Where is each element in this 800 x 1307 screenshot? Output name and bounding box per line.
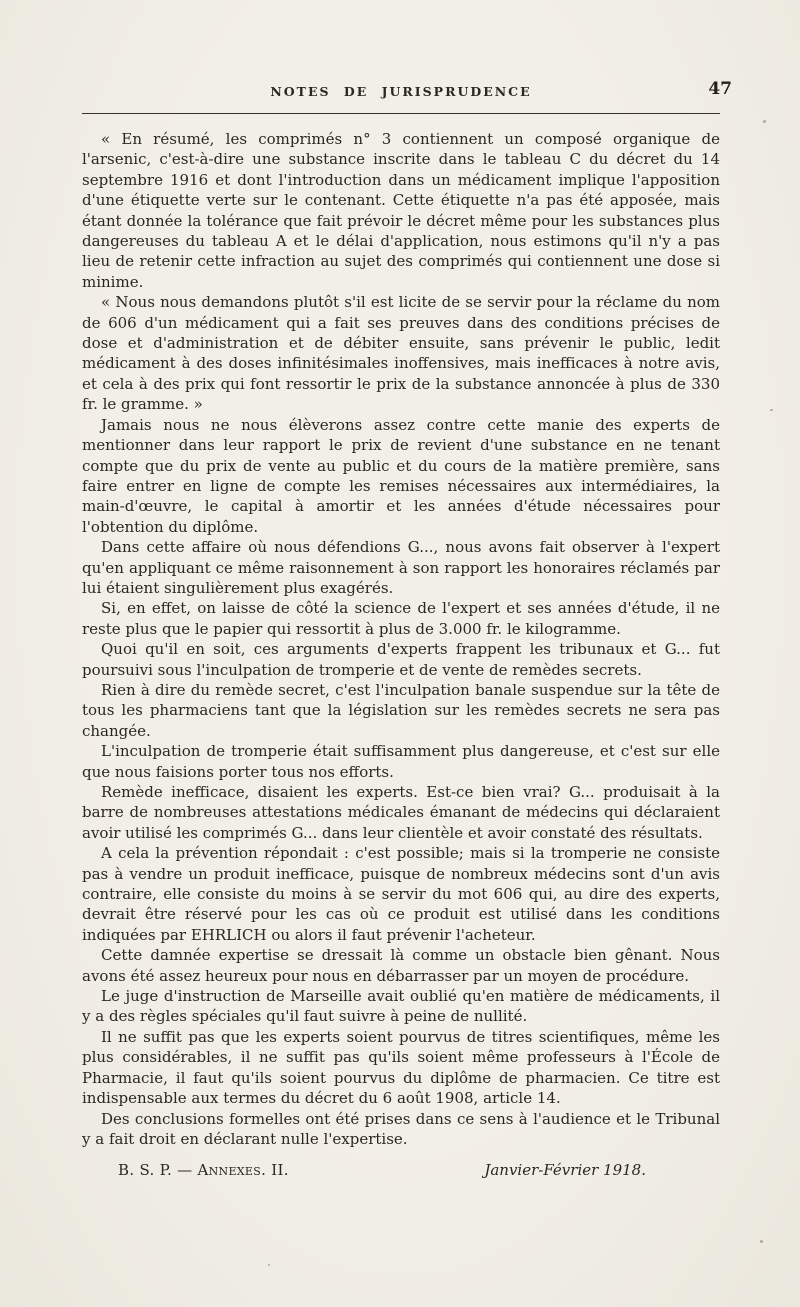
paragraph: « Nous nous demandons plutôt s'il est licite de se servir pour la réclame du nom de 606 d'un médicament qui a fait ses preuves dans des conditions précises de dose et d'administration et de débiter ensuite, sans prévenir le public, ledit médicament à des doses infinitésimales inoffensives, mais inefficaces à notre avis, et cela à des prix qui font ressortir le prix de la substance annoncée à plus de 330 fr. le gramme. » xyxy=(82,293,720,414)
header-rule xyxy=(82,113,720,114)
scan-artifact xyxy=(770,409,773,411)
scan-artifact xyxy=(760,1240,763,1243)
paragraph: Remède inefficace, disaient les experts. Est-ce bien vrai? G... produisait à la barre de nombreuses attestations médicales émanant de médecins qui déclaraient avoir utilisé les comprimés G... dans leur clientèle et avoir constaté des résultats. xyxy=(82,783,720,842)
paragraph: Il ne suffit pas que les experts soient pourvus de titres scientifiques, même les plus considérables, il ne suffit pas qu'ils soient même professeurs à l'École de Pharmacie, il faut qu'ils soient pourvus du diplôme de pharmacien. Ce titre est indispensable aux termes du décret du 6 août 1908, article 14. xyxy=(82,1027,720,1108)
scan-artifact xyxy=(763,120,766,123)
paragraph: Des conclusions formelles ont été prises dans ce sens à l'audience et le Tribunal y a fait droit en déclarant nulle l'expertise. xyxy=(82,1109,720,1148)
running-title: NOTES DE JURISPRUDENCE xyxy=(270,84,532,99)
page-footer xyxy=(82,1161,720,1179)
paragraph: Jamais nous ne nous élèverons assez contre cette manie des experts de mentionner dans leur rapport le prix de revient d'une substance en ne tenant compte que du prix de vente au public et du cours de la matière première, sans faire entrer en ligne de compte les remises nécessaires aux intermédiaires, la main-d'œuvre, le capital à amortir et les années d'étude nécessaires pour l'obtention du diplôme. xyxy=(82,415,720,536)
paragraph: Le juge d'instruction de Marseille avait oublié qu'en matière de médicaments, il y a des règles spéciales qu'il faut suivre à peine de nullité. xyxy=(82,987,720,1026)
article-body xyxy=(82,129,720,1149)
scan-artifact xyxy=(268,1264,270,1266)
footer-signature: B. S. P. — Annexes. II. xyxy=(118,1161,289,1180)
paragraph: A cela la prévention répondait : c'est possible; mais si la tromperie ne consiste pas à vendre un produit inefficace, puisque de nombreux médecins sont d'un avis contraire, elle consiste du moins à se servir du mot 606 qui, au dire des experts, devrait être réservé pour les cas où ce produit est utilisé dans les conditions indiquées par EHRLICH ou alors il faut prévenir l'acheteur. xyxy=(82,844,720,944)
paragraph: « En résumé, les comprimés n° 3 contiennent un composé organique de l'arsenic, c'est-à-dire une substance inscrite dans le tableau C du décret du 14 septembre 1916 et dont l'introduction dans un médicament implique l'apposition d'une étiquette verte sur le contenant. Cette étiquette n'a pas été apposée, mais étant donnée la tolérance que fait prévoir le décret même pour les substances plus dangereuses du tableau A et le délai d'application, nous estimons qu'il n'y a pas lieu de retenir cette infraction au sujet des comprimés qui contiennent une dose si minime. xyxy=(82,130,720,291)
footer-date: Janvier-Février 1918. xyxy=(484,1161,646,1180)
paragraph: Rien à dire du remède secret, c'est l'inculpation banale suspendue sur la tête de tous les pharmaciens tant que la législation sur les remèdes secrets ne sera pas changée. xyxy=(82,680,720,740)
page-header xyxy=(82,79,732,106)
paragraph: Quoi qu'il en soit, ces arguments d'experts frappent les tribunaux et G... fut poursuivi sous l'inculpation de tromperie et de vente de remèdes secrets. xyxy=(82,640,720,679)
paragraph: Dans cette affaire où nous défendions G..., nous avons fait observer à l'expert qu'en appliquant ce même raisonnement à son rapport les honoraires réclamés par lui étaient singulièrement plus exagérés. xyxy=(82,538,720,597)
paragraph: L'inculpation de tromperie était suffisamment plus dangereuse, et c'est sur elle que nous faisions porter tous nos efforts. xyxy=(82,742,720,781)
page-number: 47 xyxy=(708,79,732,99)
paragraph: Cette damnée expertise se dressait là comme un obstacle bien gênant. Nous avons été assez heureux pour nous en débarrasser par un moyen de procédure. xyxy=(82,946,720,985)
paragraph: Si, en effet, on laisse de côté la science de l'expert et ses années d'étude, il ne reste plus que le papier qui ressortit à plus de 3.000 fr. le kilogramme. xyxy=(82,599,720,638)
